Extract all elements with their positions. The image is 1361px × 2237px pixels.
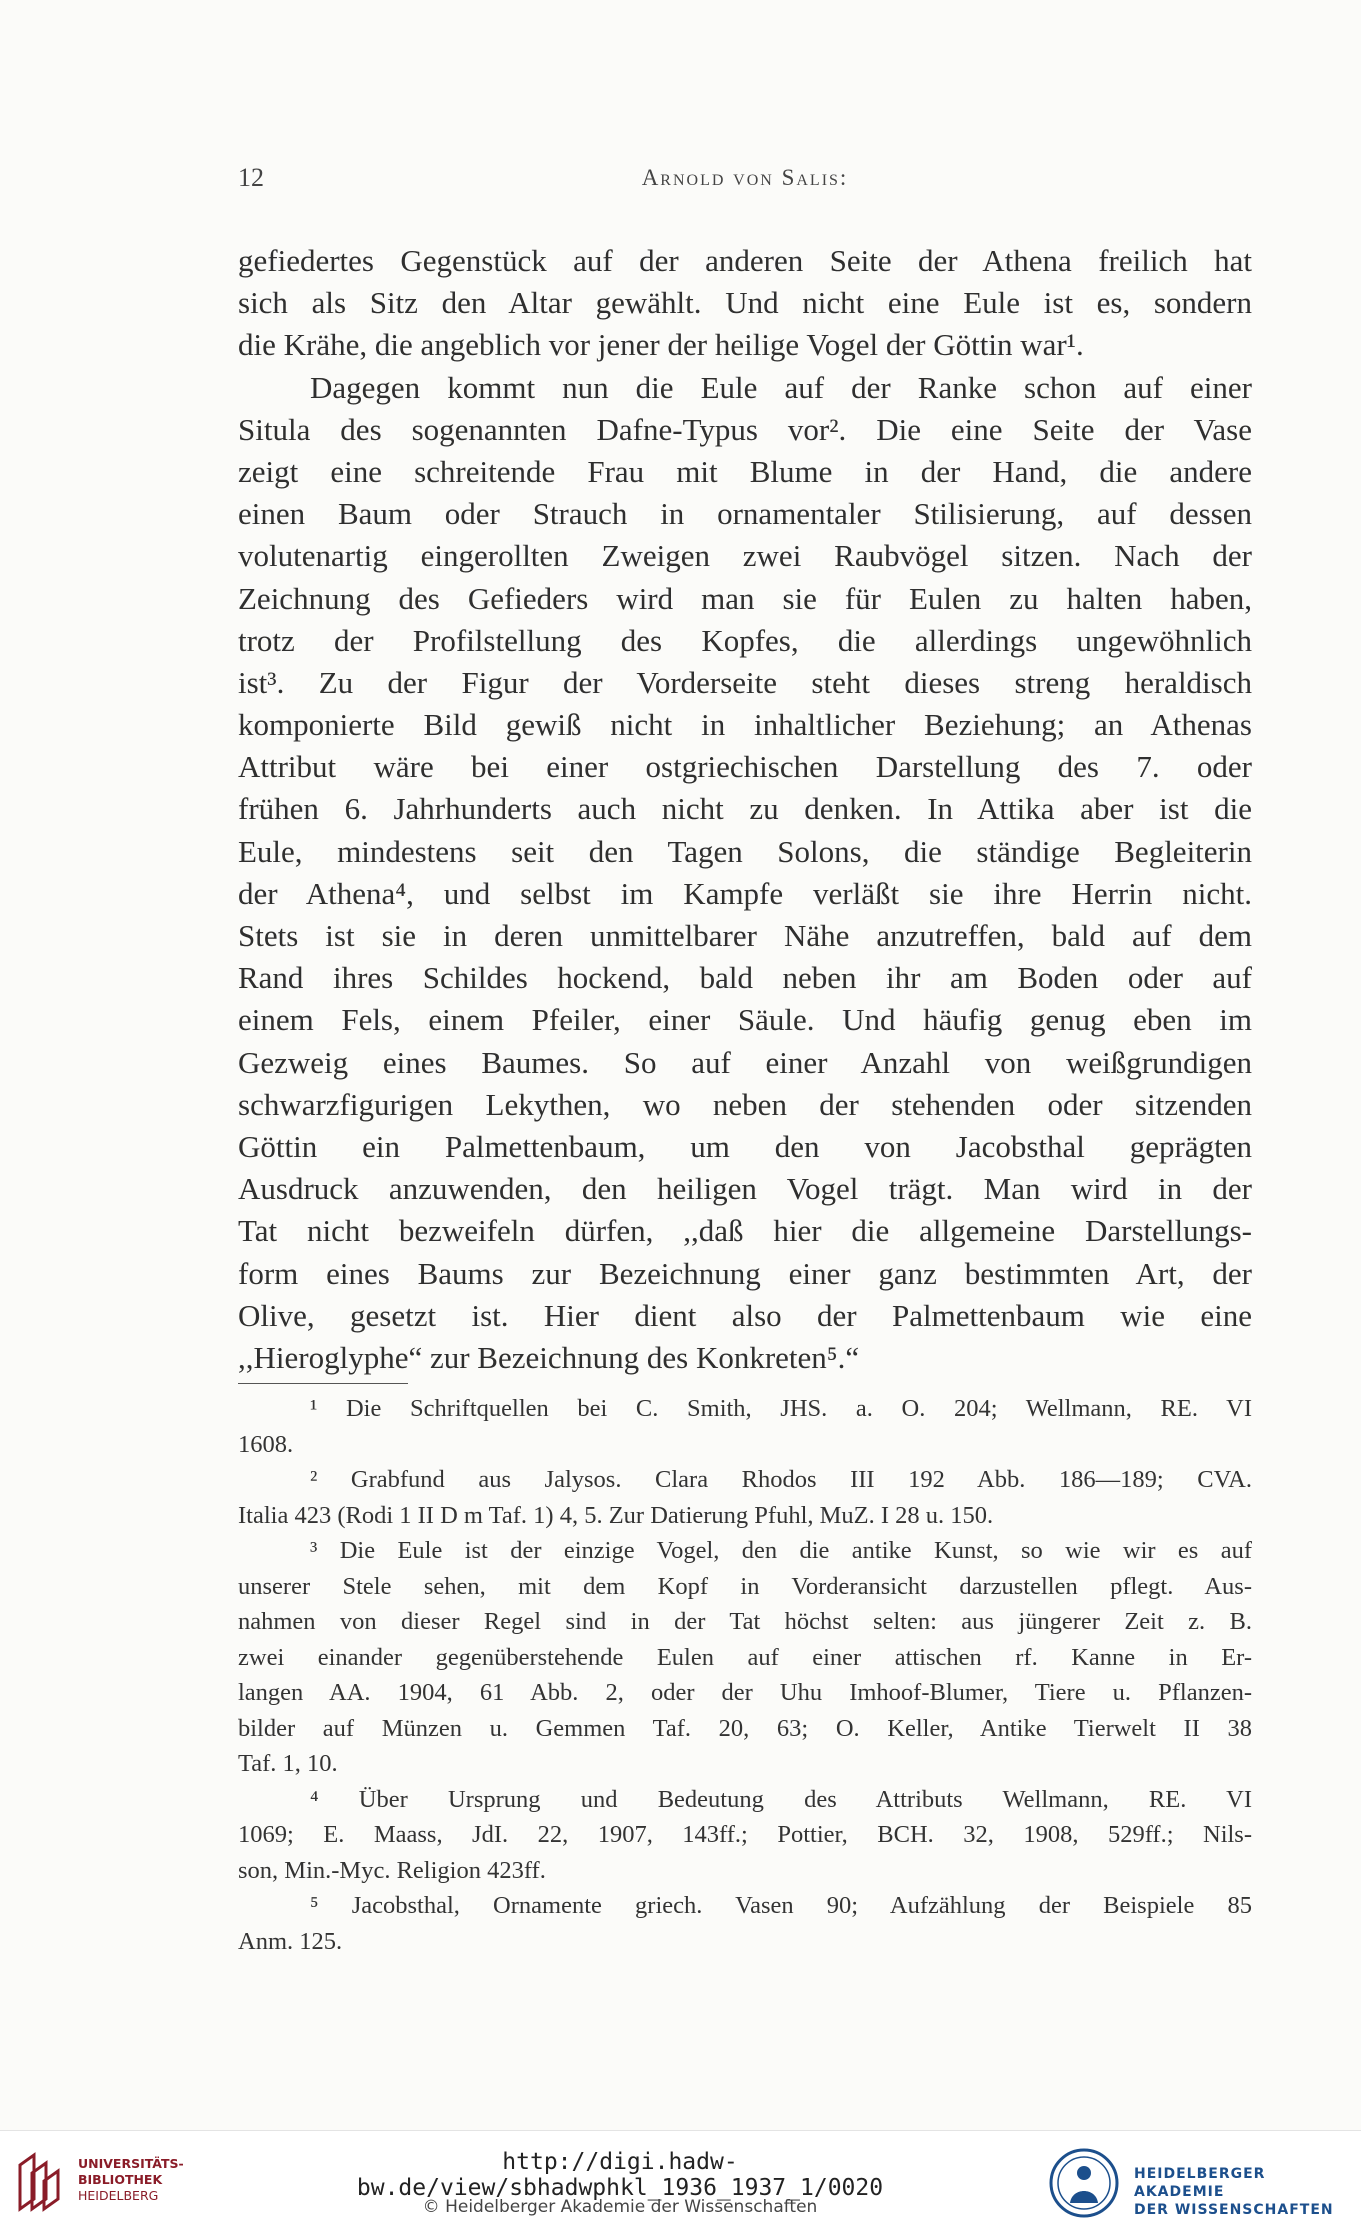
- footnote-separator: [238, 1383, 408, 1384]
- academy-seal-icon: [1048, 2147, 1120, 2219]
- footnote-line: langen AA. 1904, 61 Abb. 2, oder der Uhu Imhoof-Blumer, Tiere u. Pflanzen-: [238, 1679, 1252, 1706]
- footnote-line: Italia 423 (Rodi 1 II D m Taf. 1) 4, 5. Zur Datierung Pfuhl, MuZ. I 28 u. 150.: [238, 1501, 994, 1529]
- footnote-line: 1608.: [238, 1430, 294, 1458]
- body-line: komponierte Bild gewiß nicht in inhaltlicher Beziehung; an Athenas: [238, 707, 1252, 743]
- body-text: [238, 240, 1252, 1379]
- body-line: die Krähe, die angeblich vor jener der heilige Vogel der Göttin war¹.: [238, 327, 1084, 363]
- body-line: Situla des sogenannten Dafne-Typus vor². Die eine Seite der Vase: [238, 411, 1252, 447]
- academy-name-line: DER WISSENSCHAFTEN: [1134, 2202, 1334, 2218]
- footnote-line: ³ Die Eule ist der einzige Vogel, den die antike Kunst, so wie wir es auf: [310, 1537, 1252, 1564]
- body-line: form eines Baums zur Bezeichnung einer ganz bestimmten Art, der: [238, 1255, 1252, 1291]
- body-line: volutenartig eingerollten Zweigen zwei Raubvögel sitzen. Nach der: [238, 538, 1252, 574]
- body-line: Olive, gesetzt ist. Hier dient also der Palmettenbaum wie eine: [238, 1297, 1252, 1333]
- body-line: Göttin ein Palmettenbaum, um den von Jacobsthal geprägten: [238, 1128, 1252, 1164]
- copyright-notice: © Heidelberger Akademie der Wissenschaften: [422, 2197, 818, 2217]
- body-line: Zeichnung des Gefieders wird man sie für Eulen zu halten haben,: [238, 580, 1252, 616]
- body-line: Tat nicht bezweifeln dürfen, ,,daß hier die allgemeine Darstellungs-: [238, 1213, 1252, 1249]
- library-name-line: BIBLIOTHEK: [78, 2172, 163, 2187]
- footnote-line: ² Grabfund aus Jalysos. Clara Rhodos III 192 Abb. 186—189; CVA.: [310, 1466, 1252, 1493]
- footnote-line: Anm. 125.: [238, 1927, 343, 1955]
- body-line: sich als Sitz den Altar gewählt. Und nicht eine Eule ist es, sondern: [238, 285, 1252, 321]
- footer-bar: [0, 2130, 1361, 2237]
- running-head: Arnold von Salis:: [641, 165, 849, 190]
- body-line: trotz der Profilstellung des Kopfes, die allerdings ungewöhnlich: [238, 622, 1252, 658]
- footnote-line: ⁵ Jacobsthal, Ornamente griech. Vasen 90; Aufzählung der Beispiele 85: [310, 1892, 1252, 1919]
- footnote-line: bilder auf Münzen u. Gemmen Taf. 20, 63; O. Keller, Antike Tierwelt II 38: [238, 1714, 1252, 1742]
- footnote-line: ¹ Die Schriftquellen bei C. Smith, JHS. a. O. 204; Wellmann, RE. VI: [310, 1395, 1252, 1422]
- body-line: einen Baum oder Strauch in ornamentaler Stilisierung, auf dessen: [238, 496, 1252, 532]
- footnote-line: nahmen von dieser Regel sind in der Tat höchst selten: aus jüngerer Zeit z. B.: [238, 1608, 1252, 1635]
- academy-name: [1134, 2165, 1354, 2219]
- academy-name-line: HEIDELBERGER AKADEMIE: [1134, 2166, 1266, 2200]
- body-line: ist³. Zu der Figur der Vorderseite steht dieses streng heraldisch: [238, 664, 1252, 700]
- footnote-line: 1069; E. Maass, JdI. 22, 1907, 143ff.; Pottier, BCH. 32, 1908, 529ff.; Nils-: [238, 1821, 1252, 1848]
- footnotes: [238, 1391, 1252, 1959]
- body-line: ,,Hieroglyphe“ zur Bezeichnung des Konkreten⁵.“: [238, 1339, 860, 1375]
- page-number: 12: [238, 163, 264, 192]
- permalink-url[interactable]: http://digi.hadw-bw.de/view/sbhadwphkl_1936_1937_1/0020: [356, 2149, 884, 2201]
- body-line: Rand ihres Schildes hockend, bald neben ihr am Boden oder auf: [238, 960, 1252, 996]
- footnote-line: ⁴ Über Ursprung und Bedeutung des Attributs Wellmann, RE. VI: [310, 1785, 1252, 1813]
- footnote-line: zwei einander gegenüberstehende Eulen auf einer attischen rf. Kanne in Er-: [238, 1643, 1252, 1671]
- body-line: gefiedertes Gegenstück auf der anderen Seite der Athena freilich hat: [238, 243, 1252, 278]
- footnote-line: Taf. 1, 10.: [238, 1750, 338, 1777]
- body-line: Stets ist sie in deren unmittelbarer Nähe anzutreffen, bald auf dem: [238, 918, 1252, 953]
- page-header: [238, 163, 1252, 203]
- footnote-line: unserer Stele sehen, mit dem Kopf in Vorderansicht darzustellen pflegt. Aus-: [238, 1572, 1252, 1600]
- body-line: Ausdruck anzuwenden, den heiligen Vogel trägt. Man wird in der: [238, 1171, 1252, 1207]
- body-line: frühen 6. Jahrhunderts auch nicht zu denken. In Attika aber ist die: [238, 791, 1252, 827]
- body-line: Eule, mindestens seit den Tagen Solons, die ständige Begleiterin: [238, 833, 1252, 869]
- body-line: der Athena⁴, und selbst im Kampfe verläßt sie ihre Herrin nicht.: [238, 875, 1252, 911]
- body-line: schwarzfigurigen Lekythen, wo neben der stehenden oder sitzenden: [238, 1086, 1252, 1122]
- library-name-line: UNIVERSITÄTS-: [78, 2156, 184, 2171]
- footnote-line: son, Min.-Myc. Religion 423ff.: [238, 1856, 546, 1884]
- library-name-line: HEIDELBERG: [78, 2188, 159, 2203]
- body-line: zeigt eine schreitende Frau mit Blume in der Hand, die andere: [238, 453, 1252, 489]
- university-library-logo-icon: [14, 2151, 68, 2215]
- body-line: Attribut wäre bei einer ostgriechischen Darstellung des 7. oder: [238, 749, 1252, 785]
- body-line: Dagegen kommt nun die Eule auf der Ranke schon auf einer: [310, 369, 1252, 405]
- library-name: [78, 2156, 218, 2204]
- body-line: Gezweig eines Baumes. So auf einer Anzahl von weißgrundigen: [238, 1044, 1252, 1080]
- body-line: einem Fels, einem Pfeiler, einer Säule. Und häufig genug eben im: [238, 1002, 1252, 1038]
